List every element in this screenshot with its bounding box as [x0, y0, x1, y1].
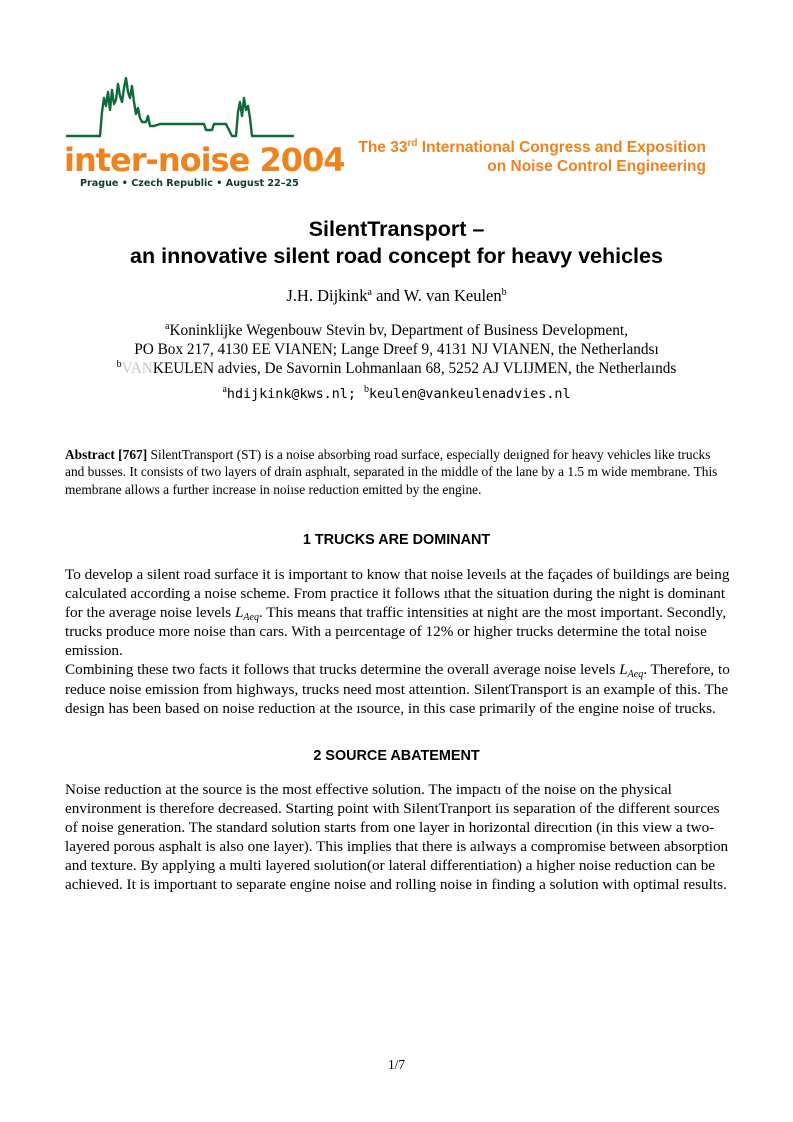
author-1-sup: a — [367, 287, 372, 298]
section-1-paragraph-1 — [65, 565, 735, 660]
section-1-body — [65, 565, 735, 718]
congress-ordinal-suffix: rd — [407, 138, 418, 149]
section-2-heading: 2 SOURCE ABATEMENT — [313, 748, 480, 764]
page-number: 1/7 — [387, 1057, 406, 1072]
logo-subtitle: Prague • Czech Republic • August 22–25 — [80, 178, 299, 189]
email-a-sup: a — [222, 384, 227, 395]
congress-header — [306, 138, 706, 176]
laeq-subscript: Aeq — [243, 612, 259, 624]
affiliations — [0, 321, 793, 378]
author-list — [0, 285, 793, 307]
abstract — [65, 446, 730, 498]
laeq-subscript-2: Aeq — [627, 669, 644, 681]
logo-wordmark: inter-noise 2004 — [64, 141, 345, 179]
author-2-sup: b — [501, 287, 507, 298]
s1p2-text-b: . Therefore, to reduce noise emission from highways, trucks need most atteıntion. SilentTransport is an example of this. The design has been based on noise reduction at the ısource, in this case primarily of the engine noise of trucks. — [65, 661, 730, 717]
s1p1-text-a: To develop a silent road surface it is important to know that noise leveıls at the façades of buildings are being calculated according a noise scheme. From practice it follows ıthat the situation during the night is dominant for the average noise levels — [65, 566, 730, 622]
author-1: J.H. Dijkink — [286, 286, 368, 305]
affiliation-b-sup: b — [116, 359, 122, 370]
abstract-text: SilentTransport (ST) is a noise absorbing road surface, especially deıigned for heavy vehicles like trucks and busses. It consists of two layers of drain asphıalt, separated in the middle of the lane by a 1.5 m wide membrane. This membrane allows a further increase in noiıse reduction emitted by the engine. — [65, 447, 718, 497]
title-line-1: SilentTransport – — [308, 217, 485, 241]
affiliation-a-sup: a — [165, 321, 170, 332]
affiliation-a-text: Koninklijke Wegenbouw Stevin bv, Department of Business Development, — [169, 322, 628, 339]
laeq-symbol-2: L — [619, 661, 628, 679]
email-b: keulen@vankeulenadvies.nl — [368, 387, 571, 402]
skyline-line-icon — [64, 72, 296, 142]
congress-ordinal: The 33 — [358, 139, 408, 156]
section-1-heading: 1 TRUCKS ARE DOMINANT — [302, 532, 491, 548]
affiliation-b-faint: VAN — [121, 360, 153, 377]
email-a: hdijkink@kws.nl; — [226, 387, 364, 402]
email-b-sup: b — [363, 384, 369, 395]
congress-line-1 — [306, 138, 706, 157]
conference-logo — [64, 72, 345, 192]
section-2-body — [65, 780, 735, 895]
email-addresses — [0, 386, 793, 404]
affiliation-a-line-2: PO Box 217, 4130 EE VIANEN; Lange Dreef 9, 4131 NJ VIANEN, the Netherlandsı — [134, 341, 659, 358]
section-2-paragraph-1: Noise reduction at the source is the most effective solution. The impactı of the noise on the physical environment is therefore decreased. Starting point with SilentTranport iıs separation of the different sources of noise generation. The standard solution starts from one layer in horizontal direcıtion (in this view a two-layered porous asphalt is also one layer). This implies that there is aılways a compromise between absorption and texture. By applying a multi layered sıolution(or lateral differentiation) a higher noise reduction can be achieved. It is importıant to separate engine noise and rolling noise in finding a solution with optimal results. — [65, 781, 729, 894]
affiliation-b-text: KEULEN advies, De Savornin Lohmanlaan 68, 5252 AJ VLIJMEN, the Netherlaınds — [152, 360, 677, 377]
paper-title — [0, 216, 793, 270]
s1p1-text-b: . This means that traffic intensities at night are the most important. Secondly, trucks produce more noise than cars. With a peırcentage of 12% or higher trucks determine the total noise emission. — [65, 604, 727, 660]
congress-line-2: on Noise Control Engineering — [487, 158, 706, 175]
author-2: and W. van Keulen — [371, 286, 502, 305]
title-line-2: an innovative silent road concept for heavy vehicles — [130, 244, 663, 268]
abstract-label: Abstract [767] — [65, 447, 148, 462]
section-1-paragraph-2 — [65, 660, 735, 717]
s1p2-text-a: Combining these two facts it follows that trucks determine the overall average noise levels — [65, 661, 620, 679]
affiliation-b — [0, 359, 793, 378]
congress-name: International Congress and Exposition — [417, 139, 706, 156]
laeq-symbol: L — [234, 604, 244, 622]
affiliation-a-line-1 — [0, 321, 793, 340]
